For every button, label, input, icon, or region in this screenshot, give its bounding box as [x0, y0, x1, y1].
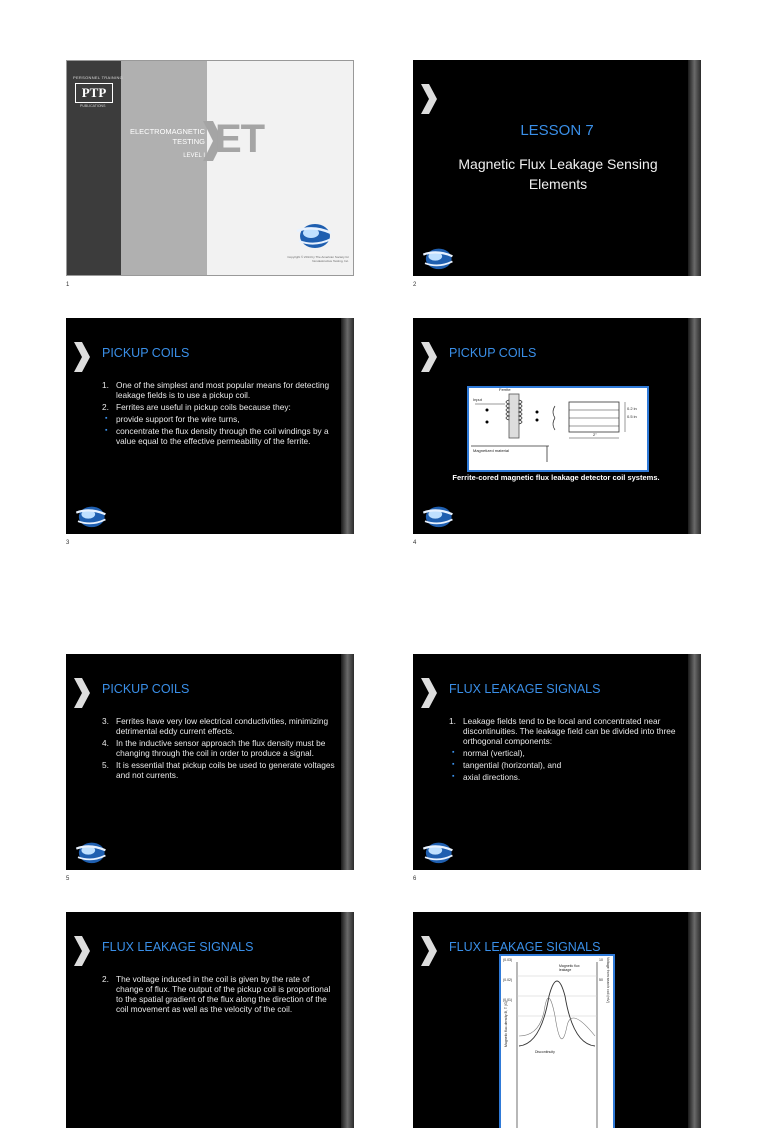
- slide-6: [413, 654, 701, 870]
- course-title: ELECTROMAGNETIC TESTING: [129, 127, 205, 146]
- asnt-globe-icon: [419, 504, 455, 528]
- tick-label: 10: [599, 958, 603, 962]
- page-number: 2: [413, 282, 417, 288]
- left-axis-label: Magnetic flux density B, T (G): [504, 1001, 508, 1047]
- asnt-globe-icon: [419, 246, 455, 270]
- dimension-label: 0.2 in: [627, 406, 637, 411]
- copyright-text: Copyright © 2014 by The American Society for Nondestructive Testing, Inc.: [287, 255, 349, 263]
- side-strip: [341, 318, 354, 534]
- asnt-globe-icon: [293, 221, 333, 249]
- slide-7: [66, 912, 354, 1128]
- curve-label: Magnetic flux leakage: [559, 964, 580, 972]
- chevron-icon: [70, 934, 92, 968]
- lesson-title: LESSON 7: [520, 122, 594, 139]
- page-number: 5: [66, 876, 70, 882]
- material-label: Magnetized material: [473, 448, 510, 453]
- chevron-icon: [417, 676, 439, 710]
- slide-body: [102, 716, 338, 782]
- ferrite-label: Ferrite: [499, 387, 511, 392]
- slide-title: PICKUP COILS: [102, 346, 190, 360]
- page-number: 1: [66, 282, 70, 288]
- slide-title: FLUX LEAKAGE SIGNALS: [449, 682, 601, 696]
- side-strip: [688, 318, 701, 534]
- tick-label: (0.03): [503, 958, 513, 962]
- list-item: 5. It is essential that pickup coils be used to generate voltages and not currents.: [102, 760, 335, 780]
- list-item: 4. In the inductive sensor approach the flux density must be changing through the coil in order to produce a signal.: [102, 738, 326, 758]
- gray-panel: [121, 61, 207, 275]
- course-level: LEVEL I: [183, 153, 205, 159]
- chevron-icon: [70, 340, 92, 374]
- slide-3: [66, 318, 354, 534]
- figure-caption: Ferrite-cored magnetic flux leakage detector coil systems.: [452, 473, 660, 482]
- page-number: 4: [413, 540, 417, 546]
- page-number: 6: [413, 876, 417, 882]
- slide-title: FLUX LEAKAGE SIGNALS: [449, 940, 601, 954]
- side-strip: [688, 654, 701, 870]
- slide-4: [413, 318, 701, 534]
- lesson-subtitle: Magnetic Flux Leakage Sensing Elements: [458, 156, 658, 192]
- slide-1: [66, 60, 354, 276]
- ptp-logo: PTP: [75, 83, 113, 103]
- tick-label: 50: [599, 978, 603, 982]
- side-strip: [341, 654, 354, 870]
- chevron-icon: [70, 676, 92, 710]
- chevron-icon: [417, 934, 439, 968]
- tick-label: (0.01): [503, 998, 513, 1002]
- list-item: 3. Ferrites have very low electrical conductivities, minimizing detrimental eddy current effects.: [102, 716, 329, 736]
- discontinuity-label: Discontinuity: [535, 1050, 555, 1054]
- side-strip: [341, 912, 354, 1128]
- list-item: 2. Ferrites are useful in pickup coils because they:: [102, 402, 291, 412]
- list-item: ▪ provide support for the wire turns,: [105, 414, 240, 424]
- list-item: 1. One of the simplest and most popular means for detecting leakage fields is to use a pickup coil.: [102, 380, 330, 400]
- list-item: ▪ axial directions.: [452, 772, 521, 782]
- page-number: 3: [66, 540, 70, 546]
- brand-top-text: PERSONNEL TRAINING: [73, 75, 124, 80]
- slide-body: [449, 716, 685, 784]
- slide-body: [102, 974, 338, 1016]
- list-item: ▪ tangential (horizontal), and: [452, 760, 562, 770]
- side-strip: [688, 912, 701, 1128]
- leakage-plot-figure: [499, 954, 615, 1128]
- tick-label: (0.02): [503, 978, 513, 982]
- slide-2: [413, 60, 701, 276]
- asnt-globe-icon: [419, 840, 455, 864]
- slide-title: PICKUP COILS: [102, 682, 190, 696]
- dimension-label: 2": [593, 432, 597, 437]
- coil-diagram: [467, 386, 649, 472]
- input-label: Input: [473, 397, 482, 402]
- list-item: ▪ normal (vertical),: [452, 748, 525, 758]
- slide-body: [102, 380, 338, 448]
- chevron-icon: [417, 340, 439, 374]
- brand-bottom-text: PUBLICATIONS: [80, 104, 106, 108]
- et-mark: ET: [215, 117, 265, 161]
- slide-title: FLUX LEAKAGE SIGNALS: [102, 940, 254, 954]
- list-item: 2. The voltage induced in the coil is given by the rate of change of flux. The output of the pickup coil is proportional to the spatial gradient of the flux along the direction of the coil movement as well as the velocity of the coil.: [102, 974, 331, 1014]
- dimension-label: 0.5 in: [627, 414, 637, 419]
- side-strip: [688, 60, 701, 276]
- right-axis-label: Voltage from search coil (mV): [606, 957, 610, 1003]
- chevron-icon: [417, 82, 439, 116]
- asnt-globe-icon: [72, 840, 108, 864]
- list-item: 1. Leakage fields tend to be local and concentrated near discontinuities. The leakage field can be divided into three orthogonal components:: [449, 716, 676, 746]
- slide-title: PICKUP COILS: [449, 346, 537, 360]
- slide-8: [413, 912, 701, 1128]
- slide-5: [66, 654, 354, 870]
- list-item: ▪ concentrate the flux density through the coil windings by a value equal to the effective permeability of the ferrite.: [105, 426, 329, 446]
- asnt-globe-icon: [72, 504, 108, 528]
